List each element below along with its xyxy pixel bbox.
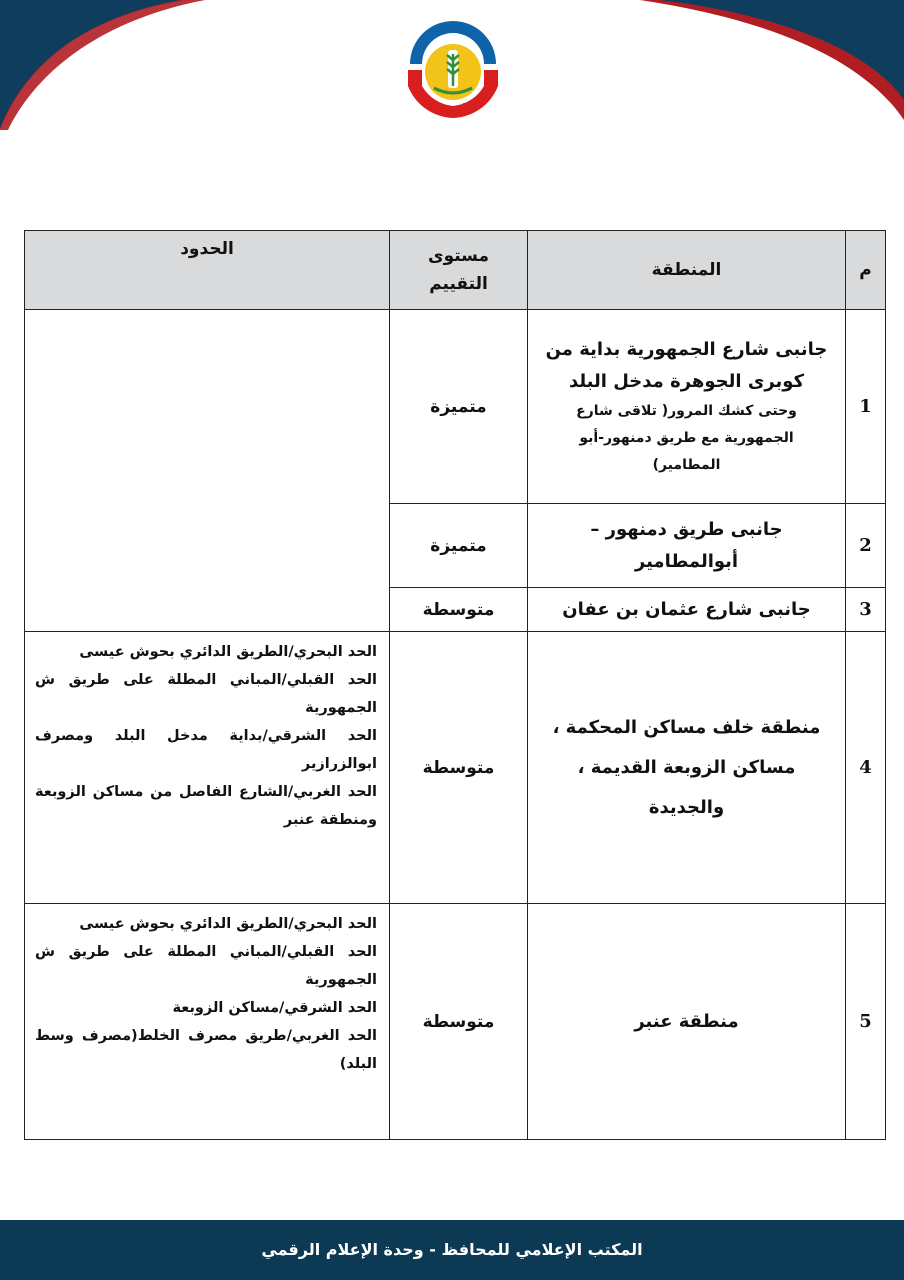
header-bounds: الحدود xyxy=(25,231,390,310)
table-row xyxy=(25,310,886,504)
header-level: مستوى التقييم xyxy=(390,231,528,310)
row-num: 2 xyxy=(846,504,886,588)
row-level: متوسطة xyxy=(390,904,528,1140)
logo-text: البحيرة xyxy=(437,103,469,113)
row-zone: جانبى شارع عثمان بن عفان xyxy=(528,588,846,632)
row-num: 1 xyxy=(846,310,886,504)
row-level: متميزة xyxy=(390,504,528,588)
header-zone: المنطقة xyxy=(528,231,846,310)
row-level: متميزة xyxy=(390,310,528,504)
governorate-logo xyxy=(398,14,508,124)
row-level: متوسطة xyxy=(390,632,528,904)
row-zone: جانبى طريق دمنهور – أبوالمطامير xyxy=(528,504,846,588)
table-header-row xyxy=(25,231,886,310)
zones-table xyxy=(24,230,886,1140)
row-bounds: الحد البحري/الطريق الدائري بحوش عيسى الحد القبلي/المباني المطلة على طريق ش الجمهورية الحد الشرقي/مساكن الزوبعة الحد الغربي/طريق مصرف الخلط(مصرف وسط البلد) xyxy=(25,904,390,1140)
table-row xyxy=(25,904,886,1140)
header-num: م xyxy=(846,231,886,310)
row-num: 5 xyxy=(846,904,886,1140)
page-footer xyxy=(0,1220,904,1280)
row-zone: منطقة خلف مساكن المحكمة ، مساكن الزوبعة القديمة ، والجديدة xyxy=(528,632,846,904)
row-bounds xyxy=(25,310,390,632)
table-row xyxy=(25,632,886,904)
row-zone: جانبى شارع الجمهورية بداية من كوبرى الجوهرة مدخل البلد وحتى كشك المرور( تلاقى شارع الجمهورية مع طريق دمنهور-أبو المطامير) xyxy=(528,310,846,504)
row-bounds: الحد البحري/الطريق الدائري بحوش عيسى الحد القبلي/المباني المطلة على طريق ش الجمهورية الحد الشرقي/بداية مدخل البلد ومصرف ابوالزرازير الحد الغربي/الشارع الفاصل من مساكن الزوبعة ومنطقة عنبر xyxy=(25,632,390,904)
row-zone: منطقة عنبر xyxy=(528,904,846,1140)
row-num: 4 xyxy=(846,632,886,904)
footer-text: المكتب الإعلامي للمحافظ - وحدة الإعلام الرقمي xyxy=(261,1240,643,1259)
row-num: 3 xyxy=(846,588,886,632)
row-level: متوسطة xyxy=(390,588,528,632)
